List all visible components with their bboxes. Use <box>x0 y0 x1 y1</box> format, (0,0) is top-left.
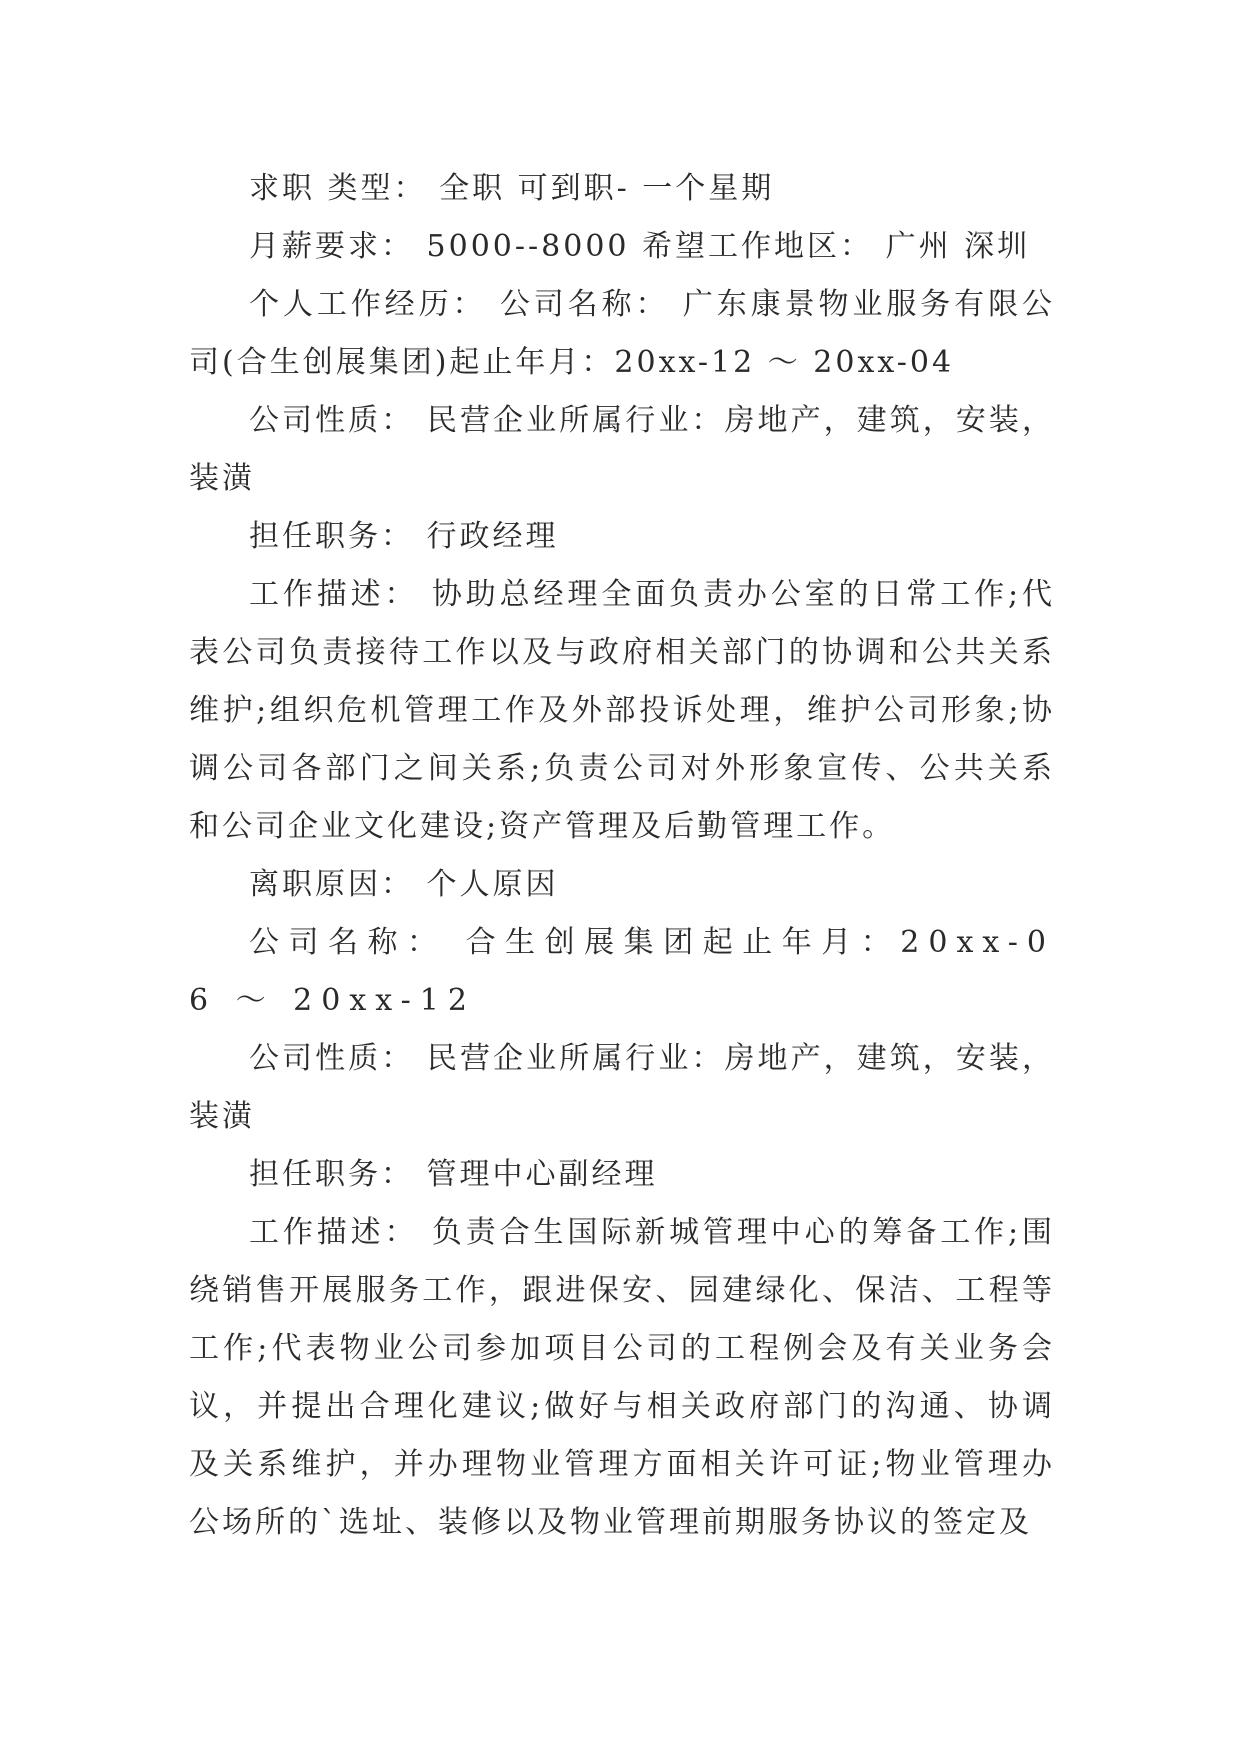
company-nature-paragraph-2: 公司性质： 民营企业所属行业：房地产，建筑，安装，装潢 <box>189 1041 1055 1134</box>
position-paragraph-2: 担任职务： 管理中心副经理 <box>249 1157 658 1192</box>
document-body <box>189 160 1055 1552</box>
company-nature-paragraph: 公司性质： 民营企业所属行业：房地产，建筑，安装，装潢 <box>189 403 1055 496</box>
company-name-paragraph: 公司名称： 合生创展集团起止年月：20xx-06 ～ 20xx-12 <box>189 925 1055 1018</box>
job-type-paragraph: 求职 类型： 全职 可到职- 一个星期 <box>249 171 775 206</box>
work-history-paragraph: 个人工作经历： 公司名称： 广东康景物业服务有限公司(合生创展集团)起止年月：20xx-12 ～ 20xx-04 <box>189 287 1055 380</box>
position-paragraph: 担任职务： 行政经理 <box>249 519 559 554</box>
leave-reason-paragraph: 离职原因： 个人原因 <box>249 867 559 902</box>
job-description-paragraph: 工作描述： 协助总经理全面负责办公室的日常工作;代表公司负责接待工作以及与政府相关部门的协调和公共关系维护;组织危机管理工作及外部投诉处理，维护公司形象;协调公司各部门之间关系;负责公司对外形象宣传、公共关系和公司企业文化建设;资产管理及后勤管理工作。 <box>189 577 1055 844</box>
job-description-paragraph-2: 工作描述： 负责合生国际新城管理中心的筹备工作;围绕销售开展服务工作，跟进保安、园建绿化、保洁、工程等工作;代表物业公司参加项目公司的工程例会及有关业务会议，并提出合理化建议;做好与相关政府部门的沟通、协调及关系维护，并办理物业管理方面相关许可证;物业管理办公场所的`选址、装修以及物业管理前期服务协议的签定及 <box>189 1215 1055 1540</box>
salary-location-paragraph: 月薪要求： 5000--8000 希望工作地区： 广州 深圳 <box>249 229 1031 264</box>
